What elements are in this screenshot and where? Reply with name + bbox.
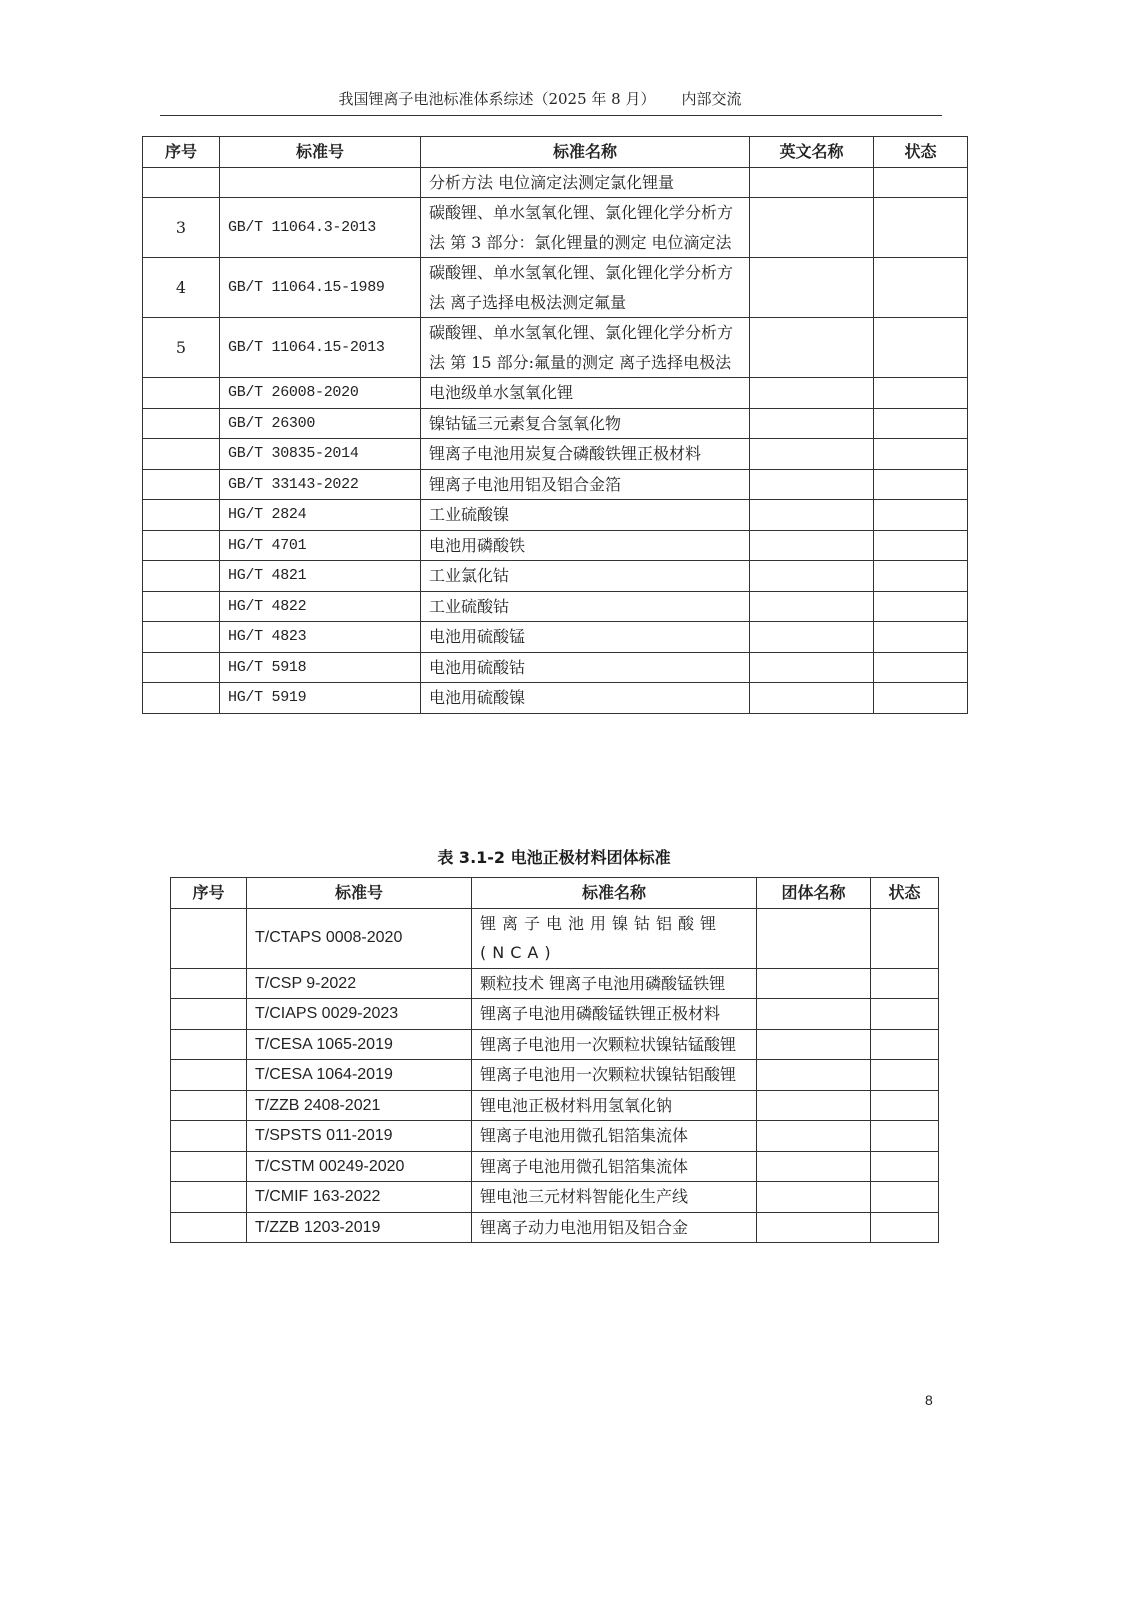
cell-no: 4 bbox=[143, 258, 220, 318]
table-header-row bbox=[171, 878, 939, 909]
standards-table-2 bbox=[170, 877, 939, 1243]
cell-code: HG/T 4821 bbox=[220, 561, 421, 592]
cell-status bbox=[874, 561, 968, 592]
cell-status bbox=[874, 530, 968, 561]
cell-code: T/SPSTS 011-2019 bbox=[247, 1121, 472, 1152]
cell-code: T/CMIF 163-2022 bbox=[247, 1182, 472, 1213]
cell-english-name bbox=[750, 652, 874, 683]
cell-status bbox=[871, 1029, 939, 1060]
cell-english-name bbox=[750, 167, 874, 198]
cell-name: 镍钴锰三元素复合氢氧化物 bbox=[421, 408, 750, 439]
cell-english-name bbox=[750, 591, 874, 622]
cell-status bbox=[871, 908, 939, 968]
page-header bbox=[140, 88, 940, 109]
document-title: 我国锂离子电池标准体系综述（2025 年 8 月） bbox=[338, 90, 656, 108]
cell-english-name bbox=[750, 378, 874, 409]
cell-no bbox=[171, 1151, 247, 1182]
cell-code: T/CTAPS 0008-2020 bbox=[247, 908, 472, 968]
cell-status bbox=[874, 469, 968, 500]
table-row bbox=[171, 1121, 939, 1152]
cell-status bbox=[874, 408, 968, 439]
cell-name: 工业硫酸镍 bbox=[421, 500, 750, 531]
cell-no bbox=[143, 469, 220, 500]
table-row bbox=[171, 1182, 939, 1213]
cell-status bbox=[871, 1060, 939, 1091]
cell-status bbox=[874, 683, 968, 714]
table-row bbox=[171, 1060, 939, 1091]
cell-organization bbox=[757, 908, 871, 968]
cell-no bbox=[171, 999, 247, 1030]
cell-status bbox=[871, 968, 939, 999]
header-name: 标准名称 bbox=[472, 878, 757, 909]
cell-no bbox=[143, 622, 220, 653]
cell-no bbox=[171, 1090, 247, 1121]
cell-status bbox=[871, 1182, 939, 1213]
cell-code: T/CIAPS 0029-2023 bbox=[247, 999, 472, 1030]
cell-code: HG/T 4701 bbox=[220, 530, 421, 561]
cell-organization bbox=[757, 1029, 871, 1060]
cell-name: 锂离子动力电池用铝及铝合金 bbox=[472, 1212, 757, 1243]
cell-no bbox=[171, 968, 247, 999]
cell-no bbox=[143, 652, 220, 683]
cell-name: 碳酸锂、单水氢氧化锂、氯化锂化学分析方法 离子选择电极法测定氟量 bbox=[421, 258, 750, 318]
cell-code: GB/T 11064.3-2013 bbox=[220, 198, 421, 258]
cell-english-name bbox=[750, 318, 874, 378]
table-header-row bbox=[143, 137, 968, 168]
cell-code: GB/T 26008-2020 bbox=[220, 378, 421, 409]
header-code: 标准号 bbox=[247, 878, 472, 909]
cell-name: 电池级单水氢氧化锂 bbox=[421, 378, 750, 409]
cell-code: HG/T 5918 bbox=[220, 652, 421, 683]
cell-name: 电池用磷酸铁 bbox=[421, 530, 750, 561]
table-row bbox=[143, 198, 968, 258]
table-row bbox=[143, 561, 968, 592]
cell-name: 碳酸锂、单水氢氧化锂、氯化锂化学分析方法 第 3 部分：氯化锂量的测定 电位滴定法 bbox=[421, 198, 750, 258]
cell-name: 锂离子电池用镍钴铝酸锂(NCA) bbox=[472, 908, 757, 968]
header-no: 序号 bbox=[143, 137, 220, 168]
header-no: 序号 bbox=[171, 878, 247, 909]
table-row bbox=[143, 167, 968, 198]
cell-name: 颗粒技术 锂离子电池用磷酸锰铁锂 bbox=[472, 968, 757, 999]
cell-name: 分析方法 电位滴定法测定氯化锂量 bbox=[421, 167, 750, 198]
cell-name: 锂离子电池用微孔铝箔集流体 bbox=[472, 1151, 757, 1182]
table-row bbox=[171, 1151, 939, 1182]
table-row bbox=[143, 408, 968, 439]
table-row bbox=[171, 1212, 939, 1243]
cell-code: T/CSP 9-2022 bbox=[247, 968, 472, 999]
table-row bbox=[143, 378, 968, 409]
cell-organization bbox=[757, 1212, 871, 1243]
cell-name: 工业氯化钴 bbox=[421, 561, 750, 592]
table-caption: 表 3.1-2 电池正极材料团体标准 bbox=[437, 848, 671, 867]
table-row bbox=[143, 683, 968, 714]
cell-status bbox=[874, 439, 968, 470]
table-row bbox=[143, 318, 968, 378]
table-row bbox=[171, 999, 939, 1030]
cell-code: HG/T 5919 bbox=[220, 683, 421, 714]
cell-english-name bbox=[750, 439, 874, 470]
cell-organization bbox=[757, 968, 871, 999]
table-row bbox=[171, 968, 939, 999]
cell-no bbox=[171, 1212, 247, 1243]
header-name: 标准名称 bbox=[421, 137, 750, 168]
cell-organization bbox=[757, 1182, 871, 1213]
cell-code: GB/T 26300 bbox=[220, 408, 421, 439]
cell-no bbox=[171, 908, 247, 968]
cell-name: 锂电池正极材料用氢氧化钠 bbox=[472, 1090, 757, 1121]
cell-english-name bbox=[750, 258, 874, 318]
cell-status bbox=[874, 167, 968, 198]
cell-code: T/CESA 1064-2019 bbox=[247, 1060, 472, 1091]
cell-english-name bbox=[750, 622, 874, 653]
header-code: 标准号 bbox=[220, 137, 421, 168]
cell-organization bbox=[757, 999, 871, 1030]
cell-english-name bbox=[750, 198, 874, 258]
table-row bbox=[171, 1090, 939, 1121]
cell-english-name bbox=[750, 683, 874, 714]
cell-code bbox=[220, 167, 421, 198]
cell-name: 锂离子电池用一次颗粒状镍钴铝酸锂 bbox=[472, 1060, 757, 1091]
cell-code: HG/T 2824 bbox=[220, 500, 421, 531]
cell-status bbox=[874, 318, 968, 378]
cell-code: GB/T 11064.15-2013 bbox=[220, 318, 421, 378]
cell-name: 碳酸锂、单水氢氧化锂、氯化锂化学分析方法 第 15 部分:氟量的测定 离子选择电极法 bbox=[421, 318, 750, 378]
header-status: 状态 bbox=[871, 878, 939, 909]
cell-no bbox=[143, 530, 220, 561]
distribution-tag: 内部交流 bbox=[681, 90, 742, 108]
cell-name: 工业硫酸钴 bbox=[421, 591, 750, 622]
table-row bbox=[171, 908, 939, 968]
table-row bbox=[143, 469, 968, 500]
cell-status bbox=[874, 591, 968, 622]
cell-english-name bbox=[750, 561, 874, 592]
table-row bbox=[143, 258, 968, 318]
cell-no bbox=[171, 1121, 247, 1152]
header-status: 状态 bbox=[874, 137, 968, 168]
cell-no bbox=[171, 1060, 247, 1091]
header-rule bbox=[160, 115, 942, 116]
cell-organization bbox=[757, 1121, 871, 1152]
table-body bbox=[171, 908, 939, 1243]
cell-organization bbox=[757, 1090, 871, 1121]
cell-english-name bbox=[750, 408, 874, 439]
cell-no bbox=[143, 378, 220, 409]
cell-name: 锂电池三元材料智能化生产线 bbox=[472, 1182, 757, 1213]
table-row bbox=[143, 591, 968, 622]
cell-code: GB/T 11064.15-1989 bbox=[220, 258, 421, 318]
cell-name: 电池用硫酸锰 bbox=[421, 622, 750, 653]
cell-code: T/CESA 1065-2019 bbox=[247, 1029, 472, 1060]
cell-no bbox=[143, 408, 220, 439]
cell-status bbox=[871, 999, 939, 1030]
cell-name: 电池用硫酸钴 bbox=[421, 652, 750, 683]
table-row bbox=[171, 1029, 939, 1060]
cell-no bbox=[143, 683, 220, 714]
table-row bbox=[143, 622, 968, 653]
table-row bbox=[143, 652, 968, 683]
cell-name: 锂离子电池用铝及铝合金箔 bbox=[421, 469, 750, 500]
cell-status bbox=[871, 1151, 939, 1182]
header-english-name: 英文名称 bbox=[750, 137, 874, 168]
cell-name: 锂离子电池用微孔铝箔集流体 bbox=[472, 1121, 757, 1152]
cell-no bbox=[171, 1029, 247, 1060]
cell-code: GB/T 33143-2022 bbox=[220, 469, 421, 500]
cell-english-name bbox=[750, 469, 874, 500]
header-organization: 团体名称 bbox=[757, 878, 871, 909]
cell-name: 电池用硫酸镍 bbox=[421, 683, 750, 714]
cell-status bbox=[874, 258, 968, 318]
cell-no bbox=[143, 167, 220, 198]
cell-english-name bbox=[750, 530, 874, 561]
cell-name: 锂离子电池用一次颗粒状镍钴锰酸锂 bbox=[472, 1029, 757, 1060]
cell-status bbox=[874, 652, 968, 683]
cell-no bbox=[143, 439, 220, 470]
cell-code: GB/T 30835-2014 bbox=[220, 439, 421, 470]
cell-code: T/CSTM 00249-2020 bbox=[247, 1151, 472, 1182]
cell-english-name bbox=[750, 500, 874, 531]
table-row bbox=[143, 439, 968, 470]
cell-status bbox=[871, 1121, 939, 1152]
cell-status bbox=[871, 1090, 939, 1121]
cell-no: 5 bbox=[143, 318, 220, 378]
cell-status bbox=[874, 198, 968, 258]
cell-no bbox=[171, 1182, 247, 1213]
cell-no bbox=[143, 591, 220, 622]
cell-code: T/ZZB 2408-2021 bbox=[247, 1090, 472, 1121]
cell-no bbox=[143, 500, 220, 531]
table-body bbox=[143, 167, 968, 713]
cell-code: HG/T 4822 bbox=[220, 591, 421, 622]
cell-status bbox=[874, 500, 968, 531]
cell-name: 锂离子电池用炭复合磷酸铁锂正极材料 bbox=[421, 439, 750, 470]
cell-no: 3 bbox=[143, 198, 220, 258]
cell-name: 锂离子电池用磷酸锰铁锂正极材料 bbox=[472, 999, 757, 1030]
cell-no bbox=[143, 561, 220, 592]
cell-status bbox=[871, 1212, 939, 1243]
cell-status bbox=[874, 378, 968, 409]
cell-code: HG/T 4823 bbox=[220, 622, 421, 653]
cell-code: T/ZZB 1203-2019 bbox=[247, 1212, 472, 1243]
cell-organization bbox=[757, 1151, 871, 1182]
cell-status bbox=[874, 622, 968, 653]
cell-organization bbox=[757, 1060, 871, 1091]
table-row bbox=[143, 530, 968, 561]
table-row bbox=[143, 500, 968, 531]
standards-table-1 bbox=[142, 136, 968, 714]
page-number: 8 bbox=[925, 1392, 933, 1408]
